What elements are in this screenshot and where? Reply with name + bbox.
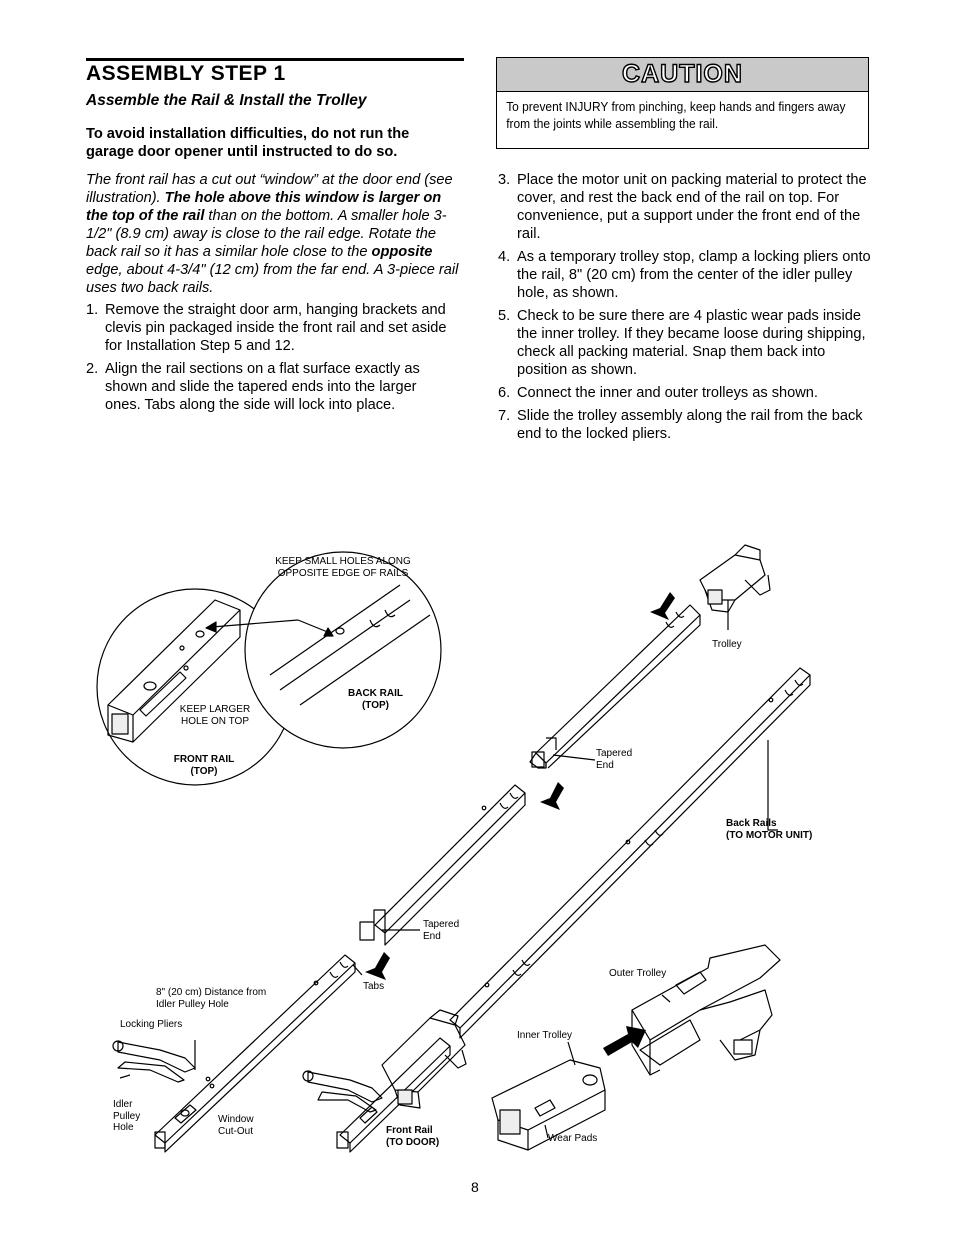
trolley-top: [700, 545, 770, 630]
steps-left-column: [86, 301, 456, 419]
caution-title: CAUTION: [497, 58, 868, 92]
page-number: 8: [471, 1179, 479, 1195]
step-item: [498, 384, 876, 402]
step-number: 4.: [498, 249, 511, 265]
step-text: Slide the trolley assembly along the rail from the back end to the locked pliers.: [517, 408, 863, 442]
step-item: [86, 360, 456, 414]
steps-right-column: [498, 171, 876, 448]
label-front-rail-sub: (TO DOOR): [386, 1137, 440, 1148]
intro-text-3: edge, about 4-3/4" (12 cm) from the far end. A 3-piece rail uses two back rails.: [86, 262, 459, 296]
direction-arrow: [540, 782, 564, 810]
label-keep-small-holes: KEEP SMALL HOLES ALONG OPPOSITE EDGE OF RAILS: [275, 556, 411, 579]
label-tabs: Tabs: [363, 981, 385, 992]
step-text: Connect the inner and outer trolleys as shown.: [517, 385, 818, 401]
installation-warning: To avoid installation difficulties, do not run the garage door opener until instructed to do so.: [86, 126, 410, 160]
caution-text: To prevent INJURY from pinching, keep hands and fingers away from the joints while assembling the rail.: [506, 99, 846, 131]
step-text: Remove the straight door arm, hanging brackets and clevis pin packaged inside the front rail and set aside for Installation Step 5 and 12.: [105, 302, 447, 354]
intro-bold-1: The hole above this window is larger on the top of the rail: [86, 190, 442, 224]
label-wear-pads: Wear Pads: [548, 1133, 598, 1144]
label-window-cutout: Window Cut-Out: [218, 1114, 254, 1137]
label-tapered-end-1: Tapered End: [596, 748, 633, 771]
step-item: [498, 171, 876, 243]
page-title: ASSEMBLY STEP 1: [86, 62, 286, 85]
rail-assembly-illustration: [0, 540, 954, 1160]
intro-paragraph: [86, 171, 462, 297]
step-item: [498, 407, 876, 443]
long-back-rail: [450, 668, 813, 1038]
step-number: 7.: [498, 408, 511, 424]
step-number: 6.: [498, 385, 511, 401]
outer-trolley: [632, 945, 780, 1075]
step-number: 5.: [498, 308, 511, 324]
label-front-rail-top: FRONT RAIL (TOP): [173, 754, 235, 777]
label-trolley: Trolley: [712, 639, 742, 650]
step-item: [498, 307, 876, 379]
label-outer-trolley: Outer Trolley: [609, 968, 667, 979]
step-number: 1.: [86, 302, 99, 318]
direction-arrow: [365, 952, 390, 980]
direction-arrow: [650, 592, 675, 620]
step-text: Align the rail sections on a flat surface exactly as shown and slide the tapered ends into the larger ones. Tabs along the side will lock into place.: [105, 361, 420, 413]
step-number: 3.: [498, 172, 511, 188]
label-distance: 8" (20 cm) Distance from Idler Pulley Hole: [156, 987, 267, 1010]
step-text: Check to be sure there are 4 plastic wear pads inside the inner trolley. If they became loose during shipping, check all packing material. Snap them back into position as shown.: [517, 308, 866, 378]
locking-pliers-left: [113, 1041, 195, 1082]
caution-box: [496, 57, 869, 149]
label-idler-pulley-hole: Idler Pulley Hole: [113, 1099, 141, 1133]
intro-text-2: than on the bottom. A smaller hole 3-1/2" (8.9 cm) away is close to the rail edge. Rotate the back rail so it has a similar hole close to the: [86, 208, 447, 260]
intro-text-1: The front rail has a cut out “window” at the door end (see illustration).: [86, 172, 453, 206]
label-back-rail-top: BACK RAIL (TOP): [348, 688, 403, 711]
step-item: [498, 248, 876, 302]
label-back-rails-sub: (TO MOTOR UNIT): [726, 830, 813, 841]
step-text: Place the motor unit on packing material to protect the cover, and rest the back end of the rail on top. For convenience, put a support under the front end of the rail.: [517, 172, 867, 242]
insert-arrow: [603, 1026, 646, 1056]
label-back-rails: Back Rails: [726, 818, 777, 829]
header-rule: [86, 58, 464, 61]
label-front-rail: Front Rail: [386, 1125, 433, 1136]
step-item: [86, 301, 456, 355]
label-locking-pliers: Locking Pliers: [120, 1019, 183, 1030]
intro-bold-2: opposite: [371, 244, 433, 260]
back-rail-detail-circle: [245, 552, 441, 748]
step-text: As a temporary trolley stop, clamp a locking pliers onto the rail, 8" (20 cm) from the center of the idler pulley hole, as shown.: [517, 249, 871, 301]
step-number: 2.: [86, 361, 99, 377]
page-subtitle: Assemble the Rail & Install the Trolley: [86, 92, 367, 109]
front-rail-center: [303, 1010, 466, 1152]
upper-back-rail: [530, 605, 700, 768]
label-keep-larger-hole: KEEP LARGER HOLE ON TOP: [179, 704, 251, 727]
label-inner-trolley: Inner Trolley: [517, 1030, 573, 1041]
label-tapered-end-2: Tapered End: [423, 919, 460, 942]
